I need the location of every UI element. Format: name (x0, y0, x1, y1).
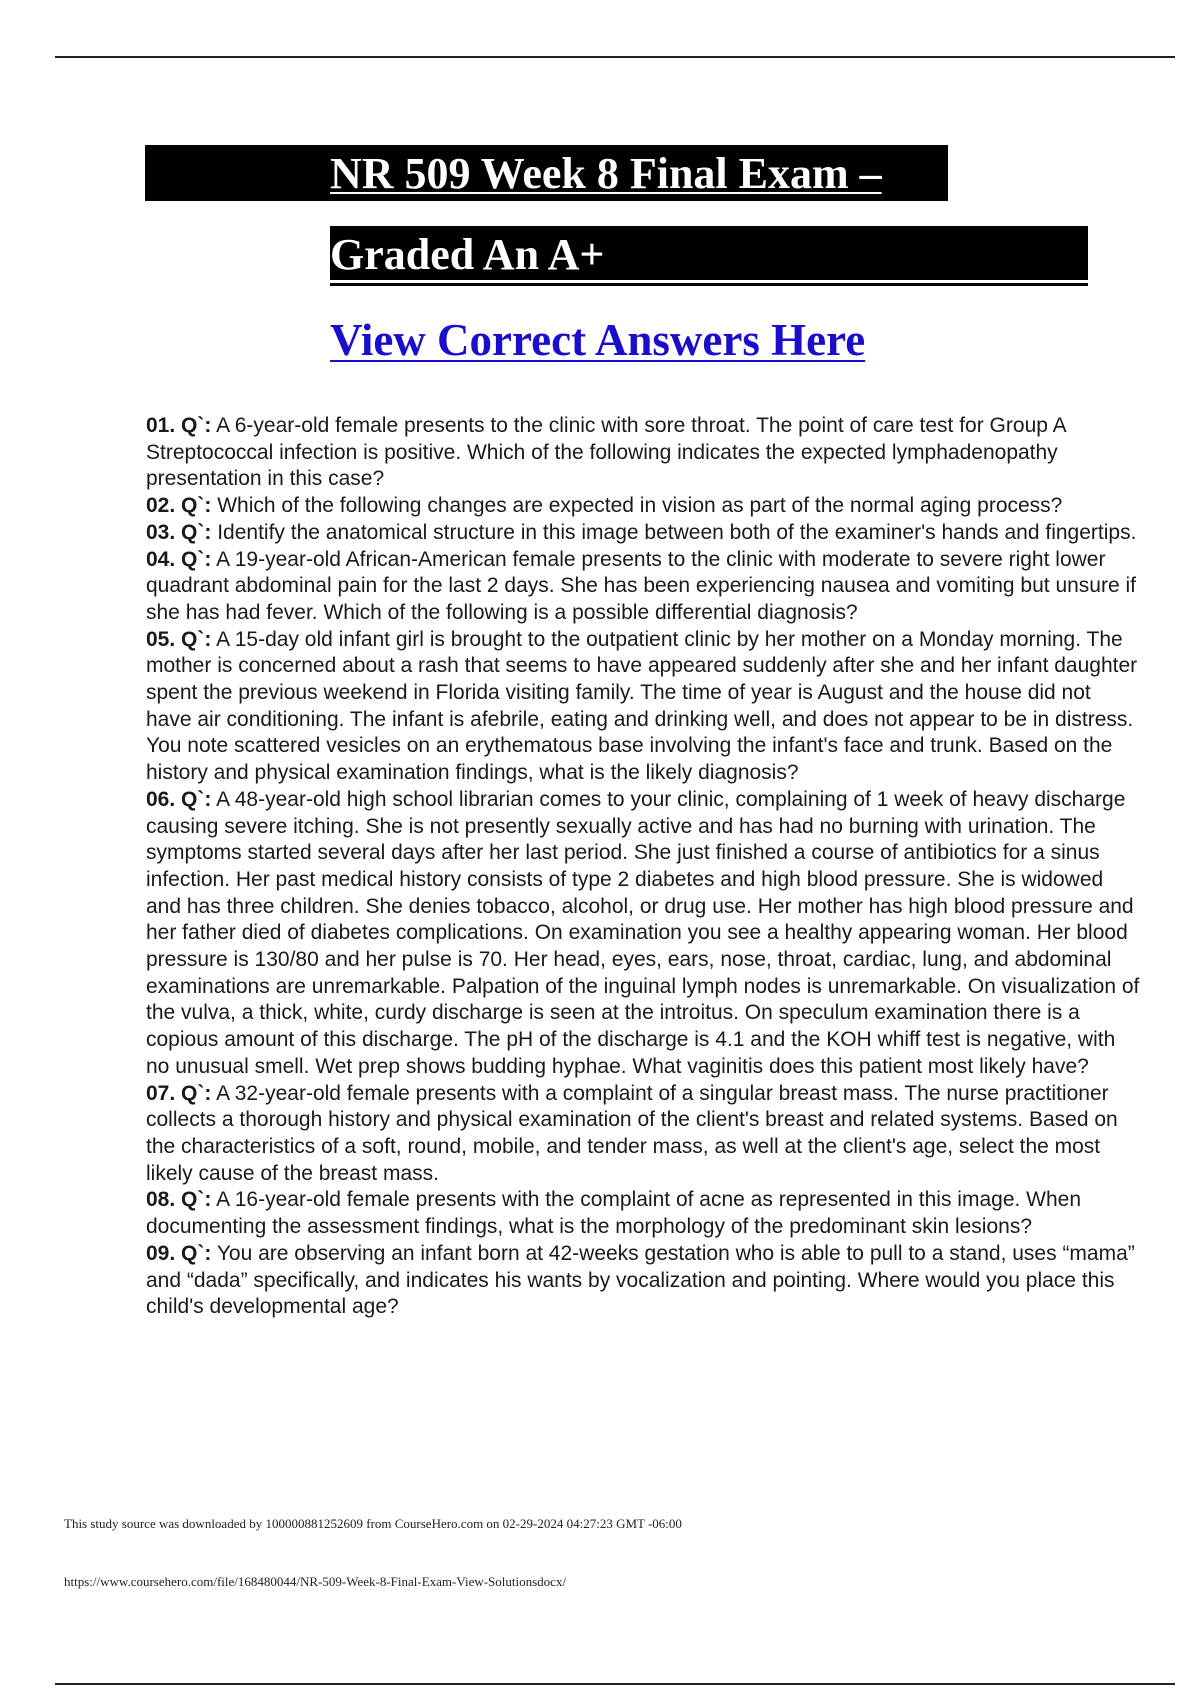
question-number: 07. (146, 1081, 176, 1105)
page-title-line-2: Graded An A+ (330, 230, 605, 279)
question-marker: Q`: (181, 414, 212, 437)
question-marker: Q`: (181, 787, 212, 811)
question-item (146, 1187, 1141, 1240)
top-rule (55, 56, 1175, 58)
question-item (146, 520, 1141, 547)
question-marker: Q`: (181, 627, 212, 651)
question-list (146, 413, 1141, 1321)
question-item (146, 493, 1141, 520)
title-underline (330, 283, 1088, 286)
question-number: 02. (146, 494, 176, 518)
question-text: Identify the anatomical structure in this image between both of the examiner's hands and fingertips. (217, 520, 1137, 544)
question-number: 09. (146, 1241, 176, 1265)
question-marker: Q`: (181, 520, 212, 544)
question-marker: Q`: (181, 547, 212, 571)
question-number: 06. (146, 787, 176, 811)
question-item (146, 627, 1141, 787)
question-text: A 48-year-old high school librarian comes to your clinic, complaining of 1 week of heavy discharge causing severe itching. She is not presently sexually active and has had no burning with urination. The symptoms started several days after her last period. She just finished a course of antibiotics for a sinus infection. Her past medical history consists of type 2 diabetes and high blood pressure. She is widowed and has three children. She denies tobacco, alcohol, or drug use. Her mother has high blood pressure and her father died of diabetes complications. On examination you see a healthy appearing woman. Her blood pressure is 130/80 and her pulse is 70. Her head, eyes, ears, nose, throat, cardiac, lung, and abdominal examinations are unremarkable. Palpation of the inguinal lymph nodes is unremarkable. On visualization of the vulva, a thick, white, curdy discharge is seen at the introitus. On speculum examination there is a copious amount of this discharge. The pH of the discharge is 4.1 and the KOH whiff test is negative, with no unusual smell. Wet prep shows budding hyphae. What vaginitis does this patient most likely have? (146, 787, 1140, 1078)
question-item (146, 547, 1141, 627)
question-text: A 19-year-old African-American female presents to the clinic with moderate to severe right lower quadrant abdominal pain for the last 2 days. She has been experiencing nausea and vomiting but unsure if she has had fever. Which of the following is a possible differential diagnosis? (146, 547, 1136, 624)
question-text: A 6-year-old female presents to the clinic with sore throat. The point of care test for Group A Streptococcal infection is positive. Which of the following indicates the expected lymphadenopathy presentation in this case? (146, 414, 1066, 491)
question-number: 04. (146, 547, 176, 571)
question-number: 08. (146, 1188, 176, 1212)
view-answers-link[interactable]: View Correct Answers Here (330, 315, 866, 365)
question-marker: Q`: (181, 1081, 212, 1105)
question-number: 05. (146, 627, 176, 651)
bottom-rule (55, 1683, 1175, 1685)
question-marker: Q`: (181, 494, 212, 518)
question-item (146, 787, 1141, 1081)
source-url: https://www.coursehero.com/file/168480044/NR-509-Week-8-Final-Exam-View-Solutionsdocx/ (64, 1574, 567, 1589)
page-title-line-1: NR 509 Week 8 Final Exam – (330, 149, 882, 198)
question-number: 03. (146, 520, 176, 544)
question-marker: Q`: (181, 1241, 212, 1265)
question-text: Which of the following changes are expected in vision as part of the normal aging process? (217, 494, 1063, 518)
question-item (146, 413, 1141, 493)
question-number: 01. (146, 414, 176, 437)
question-marker: Q`: (181, 1188, 212, 1212)
download-source-note: This study source was downloaded by 100000881252609 from CourseHero.com on 02-29-2024 04:27:23 GMT -06:00 (64, 1516, 682, 1531)
question-item (146, 1081, 1141, 1188)
question-text: You are observing an infant born at 42-weeks gestation who is able to pull to a stand, uses “mama” and “dada” specifically, and indicates his wants by vocalization and pointing. Where would you place this child's developmental age? (146, 1241, 1135, 1319)
question-item (146, 1241, 1141, 1321)
question-text: A 15-day old infant girl is brought to the outpatient clinic by her mother on a Monday morning. The mother is concerned about a rash that seems to have appeared suddenly after she and her infant daughter spent the previous weekend in Florida visiting family. The time of year is August and the house did not have air conditioning. The infant is afebrile, eating and drinking well, and does not appear to be in distress. You note scattered vesicles on an erythematous base involving the infant's face and trunk. Based on the history and physical examination findings, what is the likely diagnosis? (146, 627, 1138, 785)
question-text: A 16-year-old female presents with the complaint of acne as represented in this image. When documenting the assessment findings, what is the morphology of the predominant skin lesions? (146, 1188, 1082, 1239)
question-text: A 32-year-old female presents with a complaint of a singular breast mass. The nurse practitioner collects a thorough history and physical examination of the client's breast and related systems. Based on the characteristics of a soft, round, mobile, and tender mass, as well at the client's age, select the most likely cause of the breast mass. (146, 1081, 1118, 1185)
